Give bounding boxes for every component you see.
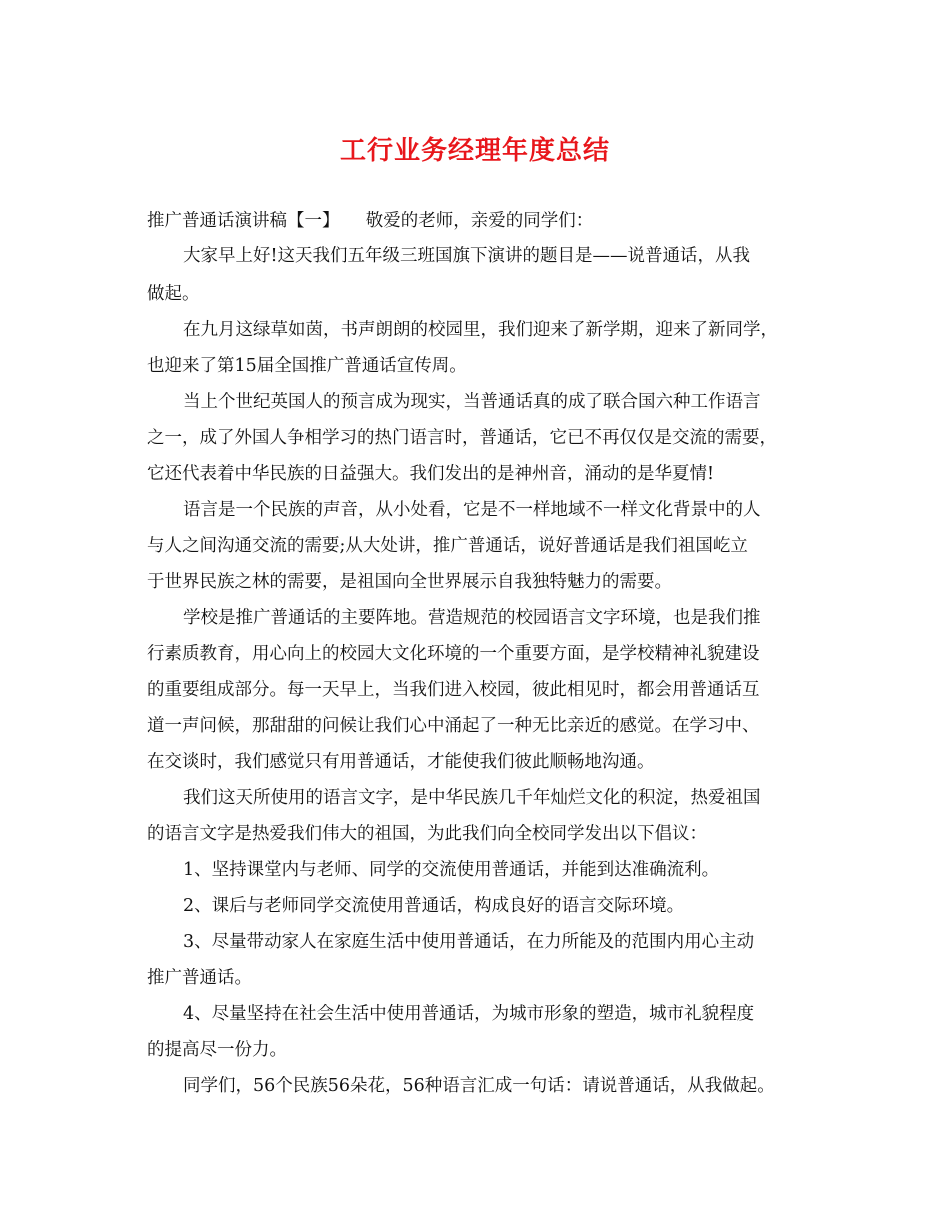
text-line-8: 它还代表着中华民族的日益强大。我们发出的是神州音，涌动的是华夏情! (147, 464, 715, 484)
text-line-3: 做起。 (147, 284, 200, 304)
text-line-16: 在交谈时，我们感觉只有用普通话，才能使我们彼此顺畅地沟通。 (147, 752, 655, 772)
text-line-24: 的提高尽一份力。 (147, 1040, 287, 1060)
text-line-15: 道一声问候，那甜甜的问候让我们心中涌起了一种无比亲近的感觉。在学习中、 (147, 716, 760, 736)
document-title: 工行业务经理年度总结 (339, 136, 610, 166)
text-line-20: 2、课后与老师同学交流使用普通话，构成良好的语言交际环境。 (183, 896, 685, 916)
text-line-12: 学校是推广普通话的主要阵地。营造规范的校园语言文字环境，也是我们推 (183, 608, 761, 628)
text-line-10: 与人之间沟通交流的需要;从大处讲，推广普通话，说好普通话是我们祖国屹立 (147, 536, 748, 556)
text-line-18: 的语言文字是热爱我们伟大的祖国，为此我们向全校同学发出以下倡议： (147, 824, 707, 844)
text-line-7: 之一，成了外国人争相学习的热门语言时，普通话，它已不再仅仅是交流的需要， (147, 428, 777, 448)
text-line-17: 我们这天所使用的语言文字，是中华民族几千年灿烂文化的积淀，热爱祖国 (183, 788, 761, 808)
text-line-13: 行素质教育，用心向上的校园大文化环境的一个重要方面，是学校精神礼貌建设 (147, 644, 760, 664)
text-line-6: 当上个世纪英国人的预言成为现实，当普通话真的成了联合国六种工作语言 (183, 392, 761, 412)
text-line-1: 推广普通话演讲稿【一】 敬爱的老师，亲爱的同学们： (147, 211, 594, 231)
text-line-14: 的重要组成部分。每一天早上，当我们进入校园，彼此相见时，都会用普通话互 (147, 680, 760, 700)
text-line-22: 推广普通话。 (147, 968, 252, 988)
text-line-21: 3、尽量带动家人在家庭生活中使用普通话，在力所能及的范围内用心主动 (183, 932, 755, 952)
text-line-19: 1、坚持课堂内与老师、同学的交流使用普通话，并能到达准确流利。 (183, 860, 720, 880)
text-line-25: 同学们，56个民族56朵花，56种语言汇成一句话：请说普通话，从我做起。 (183, 1076, 775, 1096)
text-line-11: 于世界民族之林的需要，是祖国向全世界展示自我独特魅力的需要。 (147, 572, 672, 592)
text-line-2: 大家早上好!这天我们五年级三班国旗下演讲的题目是——说普通话，从我 (183, 246, 751, 266)
text-line-23: 4、尽量坚持在社会生活中使用普通话，为城市形象的塑造，城市礼貌程度 (183, 1004, 755, 1024)
text-line-4: 在九月这绿草如茵，书声朗朗的校园里，我们迎来了新学期，迎来了新同学， (183, 320, 778, 340)
text-line-5: 也迎来了第15届全国推广普通话宣传周。 (147, 356, 467, 376)
text-line-9: 语言是一个民族的声音，从小处看，它是不一样地域不一样文化背景中的人 (183, 500, 761, 520)
